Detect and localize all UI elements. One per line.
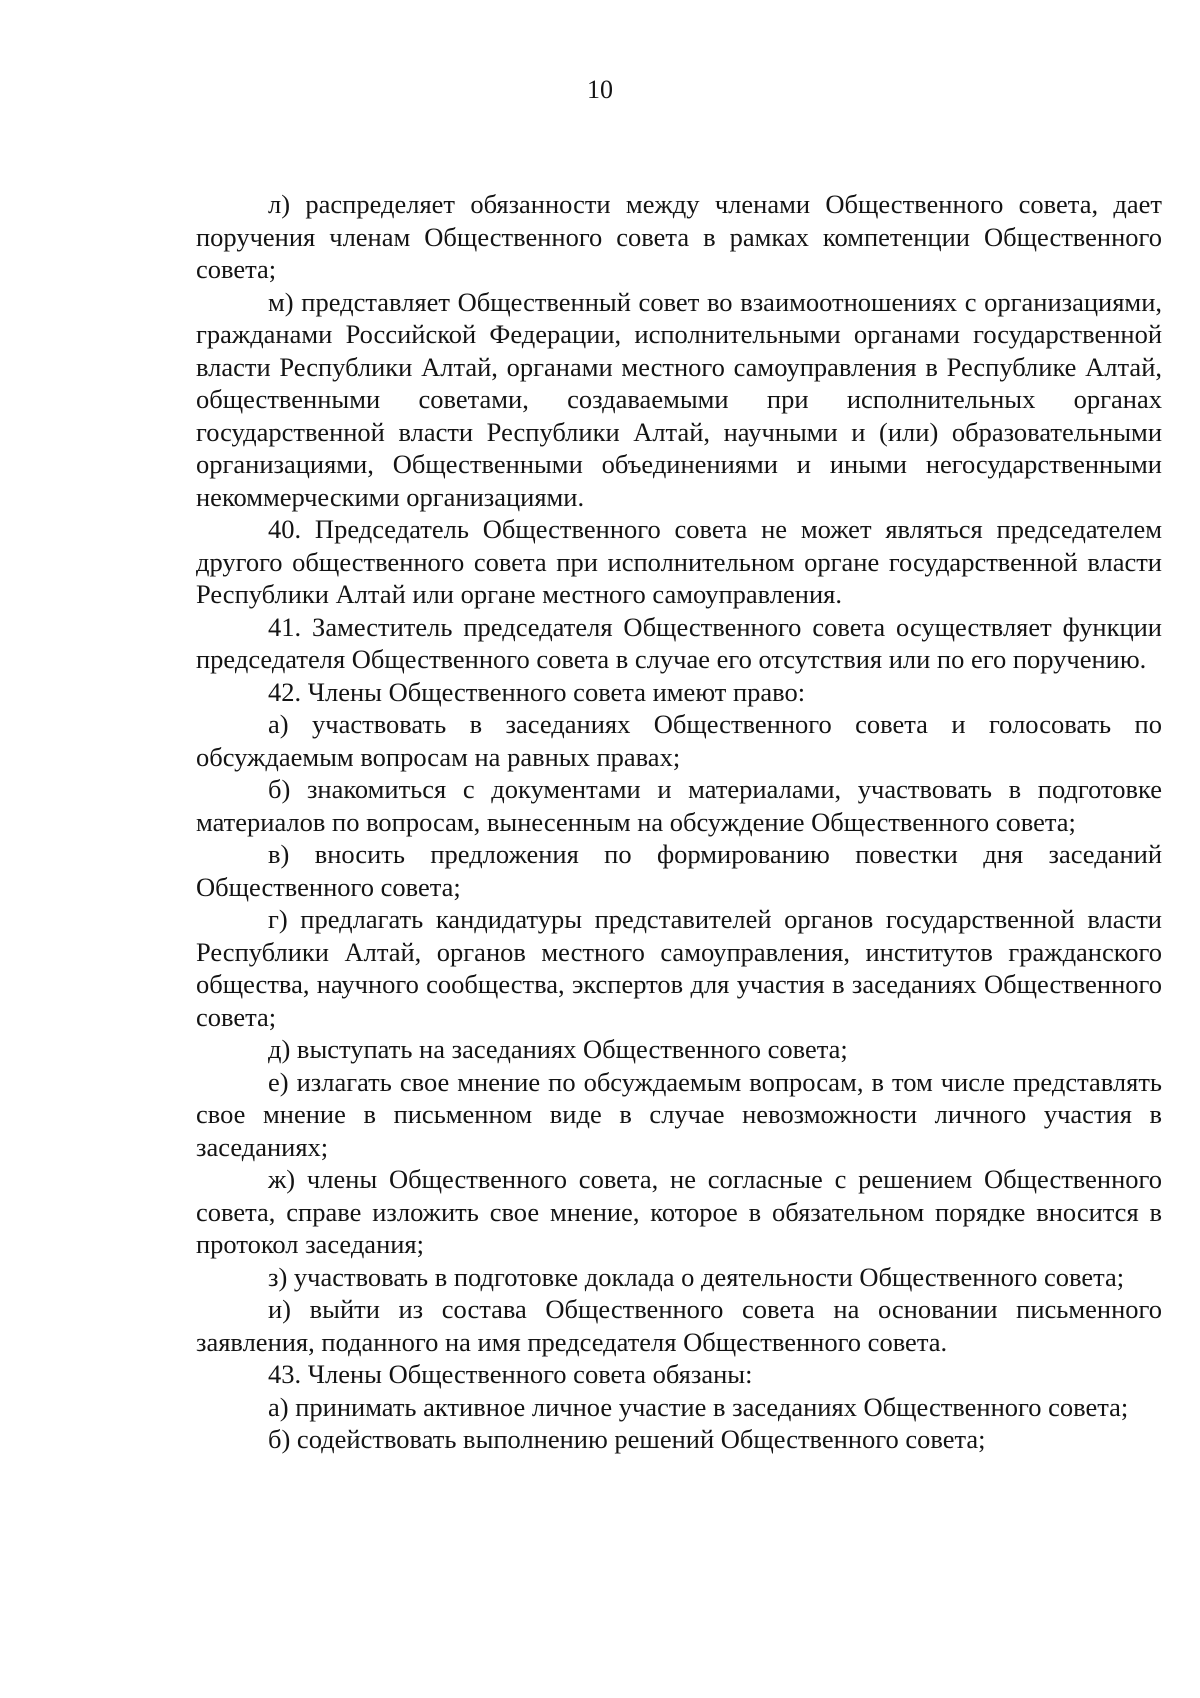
paragraph-42-b: б) знакомиться с документами и материалами, участвовать в подготовке материалов по вопросам, вынесенным на обсуждение Общественного совета; — [196, 774, 1162, 837]
paragraph-42-i: и) выйти из состава Общественного совета на основании письменного заявления, поданного на имя председателя Общественного совета. — [196, 1294, 1162, 1357]
document-body — [196, 188, 1162, 1456]
paragraph-42-a: а) участвовать в заседаниях Общественного совета и голосовать по обсуждаемым вопросам на равных правах; — [196, 709, 1162, 772]
page-number: 10 — [587, 75, 613, 104]
paragraph-42-zh: ж) члены Общественного совета, не согласные с решением Общественного совета, справе изложить свое мнение, которое в обязательном порядке вносится в протокол заседания; — [196, 1164, 1162, 1259]
paragraph-42-v: в) вносить предложения по формированию повестки дня заседаний Общественного совета; — [196, 839, 1162, 902]
paragraph-42-g: г) предлагать кандидатуры представителей органов государственной власти Республики Алтай, органов местного самоуправления, институтов гражданского общества, научного сообщества, экспертов для участия в заседаниях Общественного совета; — [196, 904, 1162, 1032]
paragraph-42-z: з) участвовать в подготовке доклада о деятельности Общественного совета; — [268, 1261, 1125, 1292]
paragraph-40: 40. Председатель Общественного совета не может являться председателем другого общественного совета при исполнительном органе государственной власти Республики Алтай или органе местного самоуправления. — [196, 514, 1162, 609]
paragraph-43-b: б) содействовать выполнению решений Общественного совета; — [268, 1424, 986, 1454]
paragraph-l: л) распределяет обязанности между членами Общественного совета, дает поручения членам Общественного совета в рамках компетенции Общественного совета; — [196, 189, 1162, 284]
paragraph-42-e: е) излагать свое мнение по обсуждаемым вопросам, в том числе представлять свое мнение в письменном виде в случае невозможности личного участия в заседаниях; — [196, 1066, 1162, 1162]
paragraph-41: 41. Заместитель председателя Общественного совета осуществляет функции председателя Общественного совета в случае его отсутствия или по его поручению. — [196, 611, 1162, 674]
paragraph-42: 42. Члены Общественного совета имеют право: — [268, 676, 806, 707]
paragraph-42-d: д) выступать на заседаниях Общественного совета; — [268, 1034, 848, 1064]
paragraph-43: 43. Члены Общественного совета обязаны: — [268, 1359, 753, 1389]
paragraph-m: м) представляет Общественный совет во взаимоотношениях с организациями, гражданами Российской Федерации, исполнительными органами государственной власти Республики Алтай, органами местного самоуправления в Республике Алтай, общественными советами, создаваемыми при исполнительных органах государственной власти Республики Алтай, научными и (или) образовательными организациями, Общественными объединениями и иными негосударственными некоммерческими организациями. — [196, 286, 1162, 512]
paragraph-43-a: а) принимать активное личное участие в заседаниях Общественного совета; — [268, 1391, 1129, 1422]
